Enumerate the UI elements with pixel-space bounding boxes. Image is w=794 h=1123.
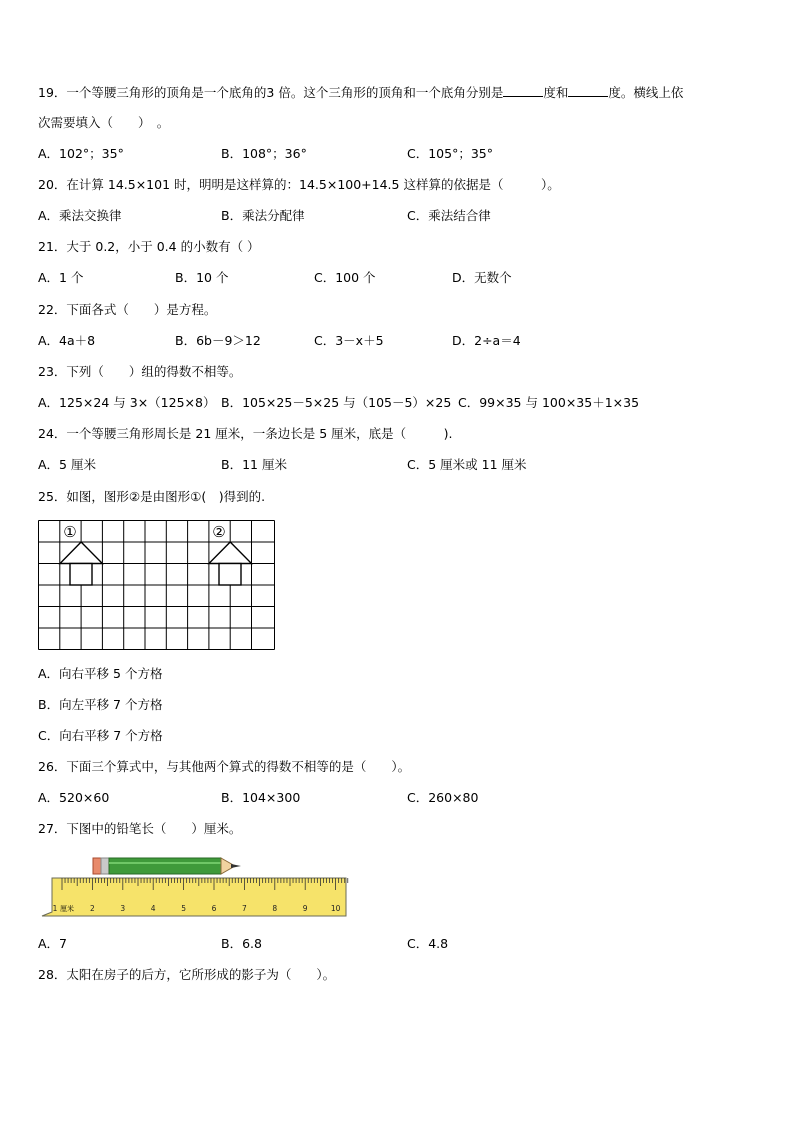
q25-option-b[interactable]: B．向左平移 7 个方格 <box>38 697 163 712</box>
question-21: 21．大于 0.2，小于 0.4 的小数有（ ） <box>38 239 260 254</box>
q22-option-a[interactable]: A．4a＋8 <box>38 333 96 348</box>
ruler-tick-label: 1 <box>52 904 58 913</box>
q26-option-b[interactable]: B．104×300 <box>221 790 301 805</box>
q27-option-a[interactable]: A．7 <box>38 936 68 951</box>
ruler-tick-label: 2 <box>90 904 95 913</box>
shape-2-label: ② <box>212 523 226 541</box>
pencil-ruler-figure <box>38 850 350 922</box>
ruler-tick-label: 5 <box>181 904 186 913</box>
ruler-unit-label: 厘米 <box>60 905 74 913</box>
ruler-tick-label: 9 <box>302 904 308 913</box>
question-26: 26．下面三个算式中，与其他两个算式的得数不相等的是（ ）。 <box>38 759 411 774</box>
q27-option-c[interactable]: C．4.8 <box>407 936 449 951</box>
q25-option-a[interactable]: A．向右平移 5 个方格 <box>38 666 163 681</box>
q21-option-b[interactable]: B．10 个 <box>175 270 229 285</box>
q19-option-a[interactable]: A．102°；35° <box>38 146 124 161</box>
question-22: 22．下面各式（ ）是方程。 <box>38 302 217 317</box>
question-24: 24．一个等腰三角形周长是 21 厘米，一条边长是 5 厘米，底是（ ). <box>38 426 453 441</box>
q22-option-b[interactable]: B．6b－9＞12 <box>175 333 261 348</box>
q23-option-b[interactable]: B．105×25－5×25 与（105－5）×25 <box>221 395 452 410</box>
q20-option-c[interactable]: C．乘法结合律 <box>407 208 491 223</box>
translation-grid-figure <box>38 520 278 652</box>
question-19-line-2: 次需要填入（ ） 。 <box>38 115 170 130</box>
q26-option-c[interactable]: C．260×80 <box>407 790 479 805</box>
answer-blank <box>568 84 608 97</box>
pencil-icon <box>93 858 241 874</box>
ruler-tick-label: 8 <box>272 904 278 913</box>
ruler <box>42 878 350 916</box>
q22-option-c[interactable]: C．3－x＋5 <box>314 333 384 348</box>
ruler-tick-label: 7 <box>242 904 247 913</box>
shape-2-arrow <box>209 542 252 585</box>
answer-blank <box>503 84 543 97</box>
q24-option-c[interactable]: C．5 厘米或 11 厘米 <box>407 457 527 472</box>
question-20: 20．在计算 14.5×101 时，明明是这样算的：14.5×100+14.5 这样算的依据是（ ）。 <box>38 177 560 192</box>
question-25: 25．如图，图形②是由图形①( )得到的. <box>38 489 266 504</box>
q21-option-c[interactable]: C．100 个 <box>314 270 376 285</box>
shape-1-label: ① <box>63 523 77 541</box>
q19-option-c[interactable]: C．105°；35° <box>407 146 493 161</box>
q19-option-b[interactable]: B．108°；36° <box>221 146 307 161</box>
q21-option-a[interactable]: A．1 个 <box>38 270 84 285</box>
ruler-tick-label: 4 <box>150 904 156 913</box>
q22-option-d[interactable]: D．2÷a＝4 <box>452 333 521 348</box>
q26-option-a[interactable]: A．520×60 <box>38 790 110 805</box>
q23-option-a[interactable]: A．125×24 与 3×（125×8） <box>38 395 216 410</box>
question-23: 23．下列（ ）组的得数不相等。 <box>38 364 242 379</box>
q21-option-d[interactable]: D．无数个 <box>452 270 512 285</box>
ruler-tick-label: 10 <box>330 904 341 913</box>
q20-option-a[interactable]: A．乘法交换律 <box>38 208 122 223</box>
shape-1-arrow <box>60 542 102 585</box>
question-19-line-1: 19．一个等腰三角形的顶角是一个底角的3 倍。这个三角形的顶角和一个底角分别是 度和 度。横线上依 <box>38 85 684 100</box>
ruler-tick-label: 3 <box>120 904 126 913</box>
q23-option-c[interactable]: C．99×35 与 100×35＋1×35 <box>458 395 640 410</box>
question-28: 28．太阳在房子的后方，它所形成的影子为（ ）。 <box>38 967 336 982</box>
ruler-tick-label: 6 <box>211 904 217 913</box>
q24-option-a[interactable]: A．5 厘米 <box>38 457 96 472</box>
q27-option-b[interactable]: B．6.8 <box>221 936 262 951</box>
q25-option-c[interactable]: C．向右平移 7 个方格 <box>38 728 163 743</box>
q24-option-b[interactable]: B．11 厘米 <box>221 457 287 472</box>
q20-option-b[interactable]: B．乘法分配律 <box>221 208 305 223</box>
question-27: 27．下图中的铅笔长（ ）厘米。 <box>38 821 242 836</box>
